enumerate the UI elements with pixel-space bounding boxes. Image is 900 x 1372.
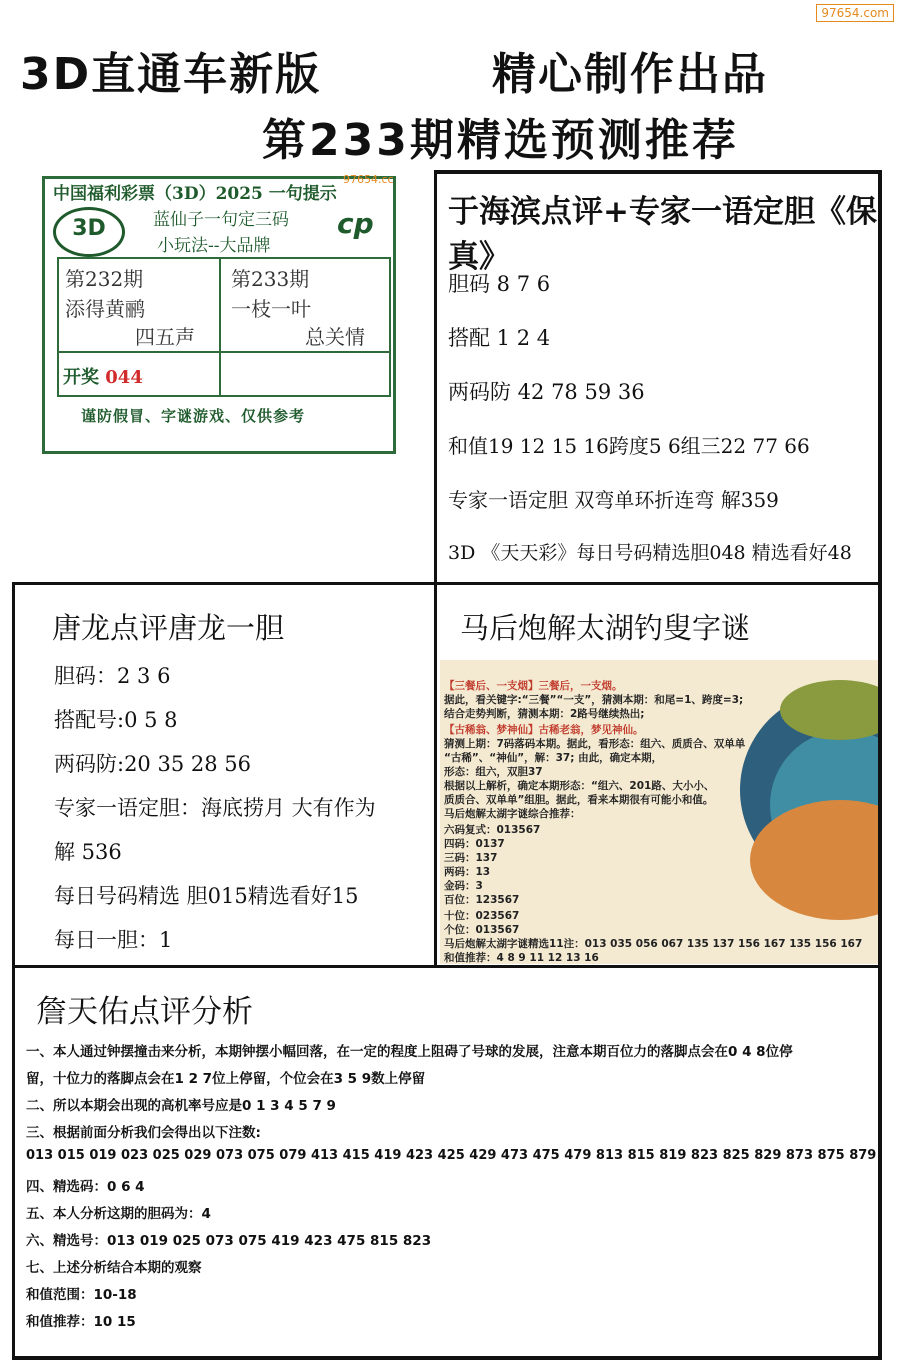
yu-line: 两码防 42 78 59 36 (448, 380, 645, 404)
draw-result (63, 363, 143, 389)
ma-line: 【古稀翁、梦神仙】古稀老翁，梦见神仙。 (444, 724, 644, 736)
ma-line: 据此，看关键字:“三餐”“一支”，猜测本期：和尾=1、跨度=3; (444, 694, 744, 706)
tang-section-title: 唐龙点评唐龙一胆 (52, 611, 285, 645)
zhan-line: 一、本人通过钟摆撞击来分析，本期钟摆小幅回落，在一定的程度上阻碍了号球的发展，注意本期百位力的落脚点会在0 4 8位停 (26, 1044, 793, 1060)
tang-line: 胆码：2 3 6 (54, 664, 171, 688)
zhan-line: 留，十位力的落脚点会在1 2 7位上停留，个位会在3 5 9数上停留 (26, 1071, 426, 1087)
zhan-line: 六、精选号：013 019 025 073 075 419 423 475 815 823 (26, 1233, 432, 1249)
ma-line: 百位：123567 (444, 894, 520, 906)
3d-logo-icon: 3D (53, 207, 125, 257)
yu-line: 搭配 1 2 4 (448, 326, 551, 350)
frame-divider-1 (12, 582, 880, 585)
ma-line: 四码：0137 (444, 838, 505, 850)
ma-line: 三码：137 (444, 852, 498, 864)
zhan-line: 四、精选码：0 6 4 (26, 1179, 145, 1195)
zhan-line: 七、上述分析结合本期的观察 (26, 1260, 202, 1276)
frame-right-line (878, 170, 882, 1360)
ma-line: 个位：013567 (444, 924, 520, 936)
frame-left-line (12, 585, 15, 1360)
zhan-line: 和值范围：10-18 (26, 1287, 137, 1303)
ma-line: 两码：13 (444, 866, 491, 878)
ma-line: 质质合、双单单”组胆。据此，看来本期很有可能小和值。 (444, 794, 714, 806)
page-title-right: 精心制作出品 (492, 49, 768, 100)
ma-line: 十位：023567 (444, 910, 520, 922)
lottery-card (42, 173, 396, 454)
ma-riddle-panel (440, 660, 878, 964)
ma-line: 金码：3 (444, 880, 483, 892)
cur-period: 第233期 (231, 267, 310, 291)
tang-line: 专家一语定胆：海底捞月 大有作为 (54, 796, 376, 820)
ma-line: 猜测上期：7码落码本期。据此，看形态：组六、质质合、双单单 (444, 738, 746, 750)
prev-riddle-line2: 四五声 (135, 325, 195, 349)
draw-label: 开奖 (63, 367, 99, 388)
yu-line: 胆码 8 7 6 (448, 272, 551, 296)
zhan-line: 三、根据前面分析我们会得出以下注数: (26, 1125, 261, 1141)
zhan-line: 五、本人分析这期的胆码为：4 (26, 1206, 211, 1222)
card-slogan: 蓝仙子一句定三码 (153, 210, 289, 230)
site-watermark: 97654.com (816, 4, 894, 22)
prev-period: 第232期 (65, 267, 144, 291)
card-brand: 小玩法--大品牌 (157, 236, 271, 256)
frame-mid-vertical (434, 170, 437, 968)
yu-section-title: 于海滨点评+专家一语定胆《保真》 (448, 194, 877, 275)
card-header: 中国福利彩票（3D）2025 一句提示 (53, 184, 337, 204)
zhan-line: 二、所以本期会出现的高机率号应是0 1 3 4 5 7 9 (26, 1098, 336, 1114)
cur-riddle-line1: 一枝一叶 (231, 297, 311, 321)
tang-line: 每日一胆：1 (54, 928, 173, 952)
frame-top-line (434, 170, 882, 174)
riddle-grid (57, 257, 391, 397)
ma-line: 根据以上解析，确定本期形态：“组六、201路、大小小、 (444, 780, 715, 792)
ma-line: 马后炮解太湖字谜精选11注：013 035 056 067 135 137 156 167 135 156 167 (444, 938, 863, 950)
ma-line: 【三餐后、一支烟】三餐后，一支烟。 (444, 680, 623, 692)
card-warning: 谨防假冒、字谜游戏、仅供参考 (81, 407, 306, 425)
tang-line: 解 536 (54, 840, 122, 864)
frame-bottom-line (12, 1356, 882, 1360)
page-subtitle: 第233期精选预测推荐 (262, 115, 739, 166)
zhan-line: 和值推荐：10 15 (26, 1314, 136, 1330)
yu-line: 和值19 12 15 16跨度5 6组三22 77 66 (448, 434, 810, 458)
frame-divider-2 (12, 965, 880, 968)
draw-number: 044 (105, 367, 143, 388)
ma-line: 形态：组六，双胆37 (444, 766, 543, 778)
welfare-lottery-logo-icon: cp (337, 207, 374, 240)
tang-line: 每日号码精选 胆015精选看好15 (54, 884, 359, 908)
prev-riddle-line1: 添得黄鹂 (65, 297, 145, 321)
ma-line: 马后炮解太湖字谜综合推荐： (444, 808, 581, 820)
ma-section-title: 马后炮解太湖钓叟字谜 (460, 611, 751, 645)
card-tag: 97654.cc (343, 173, 394, 186)
yu-line: 3D 《天天彩》每日号码精选胆048 精选看好48 (448, 542, 852, 564)
zhan-line: 013 015 019 023 025 029 073 075 079 413 415 419 423 425 429 473 475 479 813 815 819 823 825 829 873 875 879 (26, 1148, 877, 1163)
page-title-left: 3D直通车新版 (20, 49, 322, 100)
tang-line: 搭配号:0 5 8 (54, 708, 178, 732)
zhan-section-title: 詹天佑点评分析 (36, 994, 253, 1030)
tang-line: 两码防:20 35 28 56 (54, 752, 251, 776)
ma-line: 六码复式：013567 (444, 824, 541, 836)
ma-line: 结合走势判断，猜测本期：2路号继续热出; (444, 708, 645, 720)
yu-line: 专家一语定胆 双弯单环折连弯 解359 (448, 488, 779, 512)
ma-line: 和值推荐：4 8 9 11 12 13 16 (444, 952, 599, 964)
cur-riddle-line2: 总关情 (305, 325, 365, 349)
ma-line: “古稀”、“神仙”，解：37; 由此，确定本期， (444, 752, 663, 764)
